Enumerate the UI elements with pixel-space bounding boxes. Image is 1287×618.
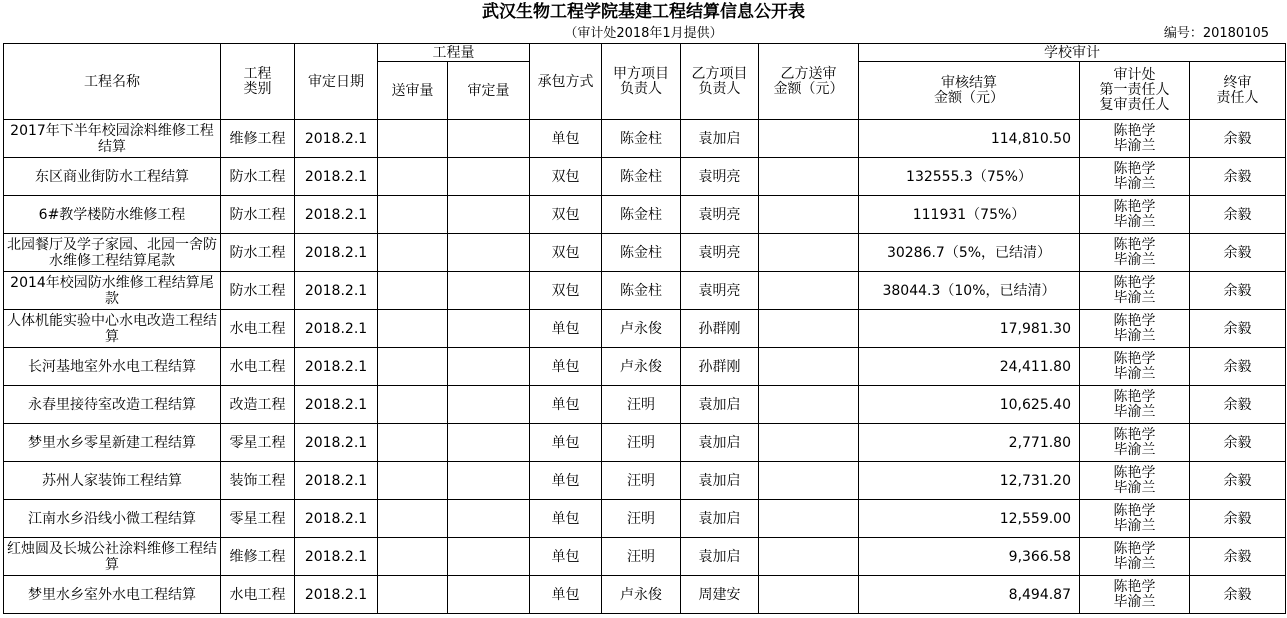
cell-project-name: 江南水乡沿线小微工程结算: [4, 500, 221, 538]
header-audit-amount: [859, 62, 1080, 120]
cell-approved-qty: [448, 158, 530, 196]
header-audit-amount-text: 审核结算 金额（元）: [934, 74, 1004, 106]
cell-audit-first: [1080, 500, 1190, 538]
cell-project-name: 梦里水乡室外水电工程结算: [4, 576, 221, 614]
cell-approved-qty: [448, 196, 530, 234]
cell-project-name: 2014年校园防水维修工程结算尾款: [4, 272, 221, 310]
cell-final-audit: 余毅: [1190, 310, 1286, 348]
cell-project-name: 苏州人家装饰工程结算: [4, 462, 221, 500]
cell-approved-qty: [448, 576, 530, 614]
cell-category: 防水工程: [221, 272, 295, 310]
cell-submitted-qty: [378, 538, 448, 576]
cell-audit-amount: 30286.7（5%，已结清）: [859, 234, 1080, 272]
cell-approved-qty: [448, 500, 530, 538]
review-responsible: 毕渝兰: [1113, 289, 1156, 306]
header-final-audit: [1190, 62, 1286, 120]
cell-party-b: 袁加启: [681, 462, 759, 500]
cell-category: 维修工程: [221, 538, 295, 576]
table-body: [4, 120, 1286, 614]
cell-project-name: 永春里接待室改造工程结算: [4, 386, 221, 424]
cell-final-audit: 余毅: [1190, 386, 1286, 424]
cell-submitted-qty: [378, 348, 448, 386]
page-title: 武汉生物工程学院基建工程结算信息公开表: [482, 2, 805, 22]
first-responsible: 陈艳学: [1113, 312, 1156, 329]
header-party-a-text: 甲方项目 负责人: [613, 65, 669, 97]
table-row: [4, 234, 1286, 272]
cell-approved-qty: [448, 424, 530, 462]
cell-contract-type: 单包: [530, 120, 602, 158]
cell-audit-amount: 111931（75%）: [859, 196, 1080, 234]
cell-contract-type: 单包: [530, 576, 602, 614]
cell-audit-first: [1080, 462, 1190, 500]
table-row: [4, 310, 1286, 348]
review-responsible: 毕渝兰: [1113, 175, 1156, 192]
cell-party-b-amount: [759, 538, 859, 576]
cell-party-b-amount: [759, 158, 859, 196]
cell-party-a: 卢永俊: [602, 348, 681, 386]
cell-submitted-qty: [378, 158, 448, 196]
cell-final-audit: 余毅: [1190, 576, 1286, 614]
cell-approved-qty: [448, 272, 530, 310]
cell-party-b-amount: [759, 234, 859, 272]
cell-date: 2018.2.1: [295, 310, 378, 348]
cell-final-audit: 余毅: [1190, 538, 1286, 576]
cell-category: 防水工程: [221, 196, 295, 234]
cell-submitted-qty: [378, 310, 448, 348]
cell-submitted-qty: [378, 500, 448, 538]
cell-approved-qty: [448, 462, 530, 500]
first-responsible: 陈艳学: [1113, 274, 1156, 291]
cell-party-b: 袁明亮: [681, 196, 759, 234]
cell-submitted-qty: [378, 386, 448, 424]
header-submitted-qty: 送审量: [378, 62, 448, 120]
first-responsible: 陈艳学: [1113, 540, 1156, 557]
cell-party-a: 汪明: [602, 538, 681, 576]
cell-submitted-qty: [378, 424, 448, 462]
cell-date: 2018.2.1: [295, 576, 378, 614]
table-row: [4, 386, 1286, 424]
cell-contract-type: 单包: [530, 500, 602, 538]
cell-contract-type: 单包: [530, 538, 602, 576]
header-party-b-text: 乙方项目 负责人: [691, 65, 748, 97]
header-party-b-amount-text: 乙方送审 金额（元）: [773, 65, 844, 97]
review-responsible: 毕渝兰: [1113, 517, 1156, 534]
header-name: 工程名称: [4, 44, 221, 120]
cell-party-b: 袁明亮: [681, 234, 759, 272]
header-audit-group: 学校审计: [859, 44, 1286, 62]
cell-audit-first: [1080, 386, 1190, 424]
cell-final-audit: 余毅: [1190, 272, 1286, 310]
cell-submitted-qty: [378, 272, 448, 310]
cell-approved-qty: [448, 310, 530, 348]
cell-contract-type: 单包: [530, 310, 602, 348]
cell-date: 2018.2.1: [295, 462, 378, 500]
cell-party-b: 袁加启: [681, 386, 759, 424]
header-party-b: [681, 44, 759, 120]
cell-project-name: 东区商业街防水工程结算: [4, 158, 221, 196]
header-party-b-amount: [759, 44, 859, 120]
review-responsible: 毕渝兰: [1113, 213, 1156, 230]
header-final-audit-text: 终审 责任人: [1216, 74, 1259, 106]
cell-party-a: 卢永俊: [602, 310, 681, 348]
cell-party-a: 汪明: [602, 462, 681, 500]
first-responsible: 陈艳学: [1113, 350, 1156, 367]
first-responsible: 陈艳学: [1113, 160, 1156, 177]
cell-party-b-amount: [759, 310, 859, 348]
cell-final-audit: 余毅: [1190, 348, 1286, 386]
cell-audit-first: [1080, 538, 1190, 576]
cell-party-a: 卢永俊: [602, 576, 681, 614]
cell-date: 2018.2.1: [295, 196, 378, 234]
cell-final-audit: 余毅: [1190, 120, 1286, 158]
header-audit-first-text: 审计处 第一责任人 复审责任人: [1099, 67, 1170, 113]
cell-audit-amount: 2,771.80: [859, 424, 1080, 462]
cell-submitted-qty: [378, 120, 448, 158]
cell-audit-amount: 24,411.80: [859, 348, 1080, 386]
cell-contract-type: 单包: [530, 386, 602, 424]
review-responsible: 毕渝兰: [1113, 327, 1156, 344]
cell-party-b-amount: [759, 576, 859, 614]
cell-audit-amount: 38044.3（10%，已结清）: [859, 272, 1080, 310]
first-responsible: 陈艳学: [1113, 122, 1156, 139]
table-row: [4, 424, 1286, 462]
cell-submitted-qty: [378, 196, 448, 234]
table-row: [4, 538, 1286, 576]
cell-party-b-amount: [759, 424, 859, 462]
cell-audit-first: [1080, 158, 1190, 196]
cell-party-a: 陈金柱: [602, 196, 681, 234]
cell-party-b: 孙群刚: [681, 348, 759, 386]
cell-party-b-amount: [759, 196, 859, 234]
review-responsible: 毕渝兰: [1113, 403, 1156, 420]
cell-project-name: 长河基地室外水电工程结算: [4, 348, 221, 386]
cell-contract-type: 单包: [530, 348, 602, 386]
cell-date: 2018.2.1: [295, 234, 378, 272]
cell-contract-type: 双包: [530, 196, 602, 234]
cell-party-b: 周建安: [681, 576, 759, 614]
first-responsible: 陈艳学: [1113, 236, 1156, 253]
cell-audit-first: [1080, 120, 1190, 158]
cell-party-a: 汪明: [602, 500, 681, 538]
cell-party-b-amount: [759, 386, 859, 424]
cell-audit-first: [1080, 196, 1190, 234]
table-row: [4, 196, 1286, 234]
cell-audit-amount: 12,559.00: [859, 500, 1080, 538]
cell-project-name: 梦里水乡零星新建工程结算: [4, 424, 221, 462]
cell-audit-first: [1080, 576, 1190, 614]
header-date: 审定日期: [295, 44, 378, 120]
cell-final-audit: 余毅: [1190, 158, 1286, 196]
cell-party-b-amount: [759, 348, 859, 386]
cell-final-audit: 余毅: [1190, 424, 1286, 462]
cell-approved-qty: [448, 234, 530, 272]
cell-party-a: 陈金柱: [602, 234, 681, 272]
first-responsible: 陈艳学: [1113, 198, 1156, 215]
cell-category: 零星工程: [221, 500, 295, 538]
document-number: 编号：20180105: [1163, 26, 1269, 41]
first-responsible: 陈艳学: [1113, 578, 1156, 595]
cell-audit-amount: 132555.3（75%）: [859, 158, 1080, 196]
cell-date: 2018.2.1: [295, 158, 378, 196]
header-approved-qty: 审定量: [448, 62, 530, 120]
cell-party-a: 陈金柱: [602, 272, 681, 310]
cell-contract-type: 双包: [530, 272, 602, 310]
cell-audit-first: [1080, 310, 1190, 348]
cell-party-b: 袁加启: [681, 500, 759, 538]
cell-party-b: 袁明亮: [681, 158, 759, 196]
cell-contract-type: 单包: [530, 462, 602, 500]
cell-audit-first: [1080, 272, 1190, 310]
first-responsible: 陈艳学: [1113, 426, 1156, 443]
cell-date: 2018.2.1: [295, 272, 378, 310]
review-responsible: 毕渝兰: [1113, 441, 1156, 458]
cell-date: 2018.2.1: [295, 500, 378, 538]
header-party-a: [602, 44, 681, 120]
review-responsible: 毕渝兰: [1113, 365, 1156, 382]
cell-party-b-amount: [759, 462, 859, 500]
cell-final-audit: 余毅: [1190, 500, 1286, 538]
cell-audit-amount: 9,366.58: [859, 538, 1080, 576]
cell-final-audit: 余毅: [1190, 462, 1286, 500]
cell-final-audit: 余毅: [1190, 196, 1286, 234]
cell-party-b-amount: [759, 500, 859, 538]
header-category-text: 工程 类别: [243, 65, 272, 97]
cell-date: 2018.2.1: [295, 538, 378, 576]
review-responsible: 毕渝兰: [1113, 137, 1156, 154]
cell-category: 装饰工程: [221, 462, 295, 500]
cell-category: 水电工程: [221, 348, 295, 386]
cell-category: 维修工程: [221, 120, 295, 158]
cell-final-audit: 余毅: [1190, 234, 1286, 272]
cell-party-b: 袁加启: [681, 538, 759, 576]
cell-submitted-qty: [378, 234, 448, 272]
cell-party-a: 汪明: [602, 424, 681, 462]
cell-date: 2018.2.1: [295, 424, 378, 462]
cell-date: 2018.2.1: [295, 386, 378, 424]
cell-party-a: 陈金柱: [602, 120, 681, 158]
cell-audit-amount: 17,981.30: [859, 310, 1080, 348]
cell-party-b-amount: [759, 120, 859, 158]
cell-audit-amount: 12,731.20: [859, 462, 1080, 500]
cell-category: 防水工程: [221, 234, 295, 272]
cell-party-a: 陈金柱: [602, 158, 681, 196]
cell-audit-amount: 8,494.87: [859, 576, 1080, 614]
cell-contract-type: 双包: [530, 234, 602, 272]
cell-approved-qty: [448, 348, 530, 386]
first-responsible: 陈艳学: [1113, 388, 1156, 405]
cell-category: 改造工程: [221, 386, 295, 424]
cell-contract-type: 双包: [530, 158, 602, 196]
cell-party-b: 孙群刚: [681, 310, 759, 348]
table-row: [4, 500, 1286, 538]
cell-approved-qty: [448, 538, 530, 576]
cell-submitted-qty: [378, 576, 448, 614]
first-responsible: 陈艳学: [1113, 464, 1156, 481]
cell-audit-first: [1080, 234, 1190, 272]
header-category: [221, 44, 295, 120]
header-contract-type: 承包方式: [530, 44, 602, 120]
table-row: [4, 348, 1286, 386]
cell-date: 2018.2.1: [295, 120, 378, 158]
cell-party-b: 袁明亮: [681, 272, 759, 310]
header-audit-first: [1080, 62, 1190, 120]
cell-category: 水电工程: [221, 310, 295, 348]
table-row: [4, 120, 1286, 158]
first-responsible: 陈艳学: [1113, 502, 1156, 519]
cell-party-b: 袁加启: [681, 424, 759, 462]
cell-party-b: 袁加启: [681, 120, 759, 158]
header-quantity-group: 工程量: [378, 44, 530, 62]
cell-party-b-amount: [759, 272, 859, 310]
cell-category: 防水工程: [221, 158, 295, 196]
review-responsible: 毕渝兰: [1113, 479, 1156, 496]
table-row: [4, 158, 1286, 196]
cell-contract-type: 单包: [530, 424, 602, 462]
settlement-table: [3, 43, 1286, 614]
cell-project-name: 6#教学楼防水维修工程: [4, 196, 221, 234]
cell-audit-amount: 10,625.40: [859, 386, 1080, 424]
cell-category: 零星工程: [221, 424, 295, 462]
review-responsible: 毕渝兰: [1113, 593, 1156, 610]
cell-project-name: 人体机能实验中心水电改造工程结算: [4, 310, 221, 348]
page-subtitle: （审计处2018年1月提供）: [564, 26, 723, 41]
cell-project-name: 北园餐厅及学子家园、北园一舍防水维修工程结算尾款: [4, 234, 221, 272]
cell-project-name: 2017年下半年校园涂料维修工程结算: [4, 120, 221, 158]
cell-project-name: 红烛圆及长城公社涂料维修工程结算: [4, 538, 221, 576]
review-responsible: 毕渝兰: [1113, 555, 1156, 572]
cell-approved-qty: [448, 386, 530, 424]
cell-party-a: 汪明: [602, 386, 681, 424]
cell-category: 水电工程: [221, 576, 295, 614]
table-row: [4, 576, 1286, 614]
cell-approved-qty: [448, 120, 530, 158]
cell-date: 2018.2.1: [295, 348, 378, 386]
review-responsible: 毕渝兰: [1113, 251, 1156, 268]
cell-audit-first: [1080, 348, 1190, 386]
cell-submitted-qty: [378, 462, 448, 500]
table-row: [4, 462, 1286, 500]
cell-audit-first: [1080, 424, 1190, 462]
table-row: [4, 272, 1286, 310]
cell-audit-amount: 114,810.50: [859, 120, 1080, 158]
